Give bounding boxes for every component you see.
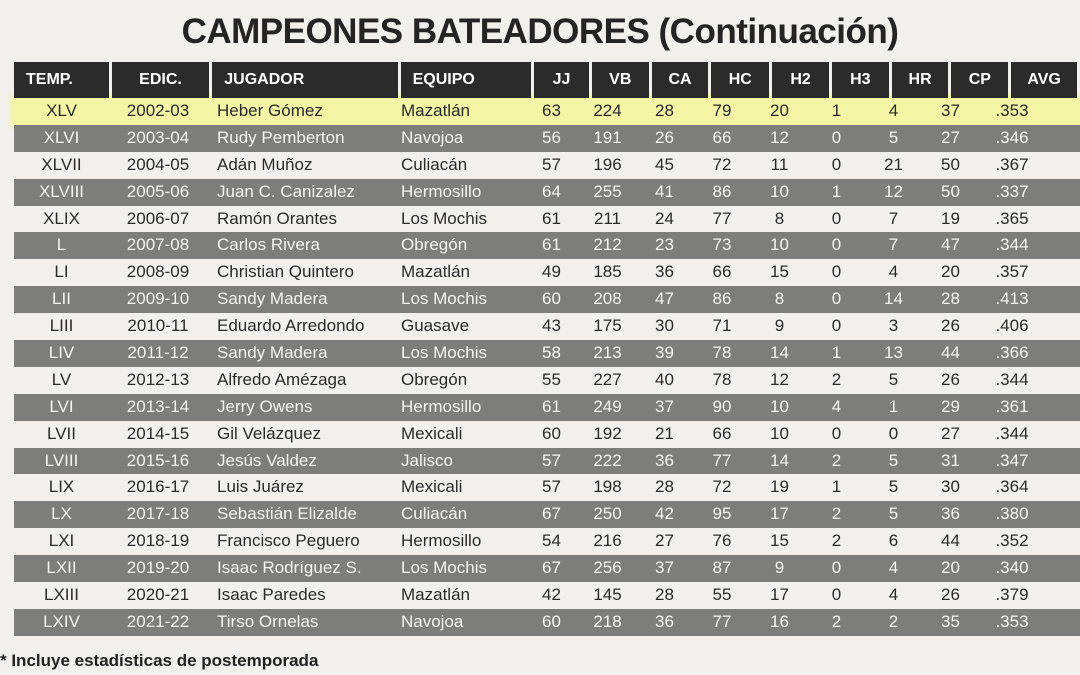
table-cell: LX xyxy=(51,504,72,524)
table-cell: 21 xyxy=(884,154,903,174)
table-cell: LI xyxy=(54,262,69,282)
table-cell: LXIII xyxy=(44,585,79,605)
table-cell: 30 xyxy=(941,477,960,497)
table-cell: 37 xyxy=(655,396,674,416)
table-cell: 27 xyxy=(941,127,960,147)
table-cell: 13 xyxy=(884,343,903,363)
table-row xyxy=(14,582,1080,609)
table-cell: 27 xyxy=(941,423,960,443)
table-cell: Jerry Owens xyxy=(217,396,313,416)
table-cell: 67 xyxy=(542,504,561,524)
table-cell: 42 xyxy=(542,585,561,605)
table-cell: Hermosillo xyxy=(401,181,482,201)
table-cell: 1 xyxy=(831,343,842,363)
table-cell: 2 xyxy=(831,450,842,470)
table-cell: Hermosillo xyxy=(401,396,482,416)
table-cell: 86 xyxy=(712,181,732,201)
table-cell: Juan C. Canizalez xyxy=(217,181,355,201)
table-cell: 5 xyxy=(888,477,899,497)
table-cell: LVI xyxy=(49,396,74,416)
table-cell: Los Mochis xyxy=(401,558,487,578)
table-cell: Gil Velázquez xyxy=(217,423,321,443)
table-cell: 4 xyxy=(888,558,899,578)
table-cell: LIII xyxy=(49,316,74,336)
table-cell: 4 xyxy=(888,262,899,282)
table-header xyxy=(14,62,1080,98)
table-cell: 10 xyxy=(770,423,789,443)
table-cell: 61 xyxy=(542,235,561,255)
table-cell: .352 xyxy=(995,531,1029,551)
table-cell: 211 xyxy=(593,208,622,228)
table-cell: 5 xyxy=(888,127,899,147)
table-cell: 0 xyxy=(831,262,842,282)
table-cell: 227 xyxy=(593,369,622,389)
table-cell: 175 xyxy=(593,316,622,336)
table-cell: Navojoa xyxy=(401,127,464,147)
table-cell: 60 xyxy=(542,423,561,443)
table-cell: 2021-22 xyxy=(126,611,190,631)
table-cell: 0 xyxy=(831,154,842,174)
table-cell: 45 xyxy=(655,154,674,174)
table-row xyxy=(14,394,1080,421)
table-cell: 26 xyxy=(941,585,960,605)
table-row xyxy=(14,448,1080,475)
column-header: TEMP. xyxy=(14,62,109,98)
table-cell: Luis Juárez xyxy=(217,477,304,497)
table-cell: 26 xyxy=(655,127,674,147)
table-cell: Ramón Orantes xyxy=(217,208,337,228)
table-cell: 3 xyxy=(888,316,899,336)
table-cell: 43 xyxy=(542,316,561,336)
table-cell: 55 xyxy=(712,585,732,605)
column-header: VB xyxy=(592,62,649,98)
table-cell: Christian Quintero xyxy=(217,262,355,282)
table-cell: 2012-13 xyxy=(126,369,190,389)
table-cell: 73 xyxy=(712,235,732,255)
table-cell: 0 xyxy=(831,235,842,255)
table-cell: 218 xyxy=(593,611,622,631)
table-cell: 90 xyxy=(712,396,732,416)
table-cell: 0 xyxy=(888,423,899,443)
column-header: CP xyxy=(951,62,1008,98)
table-cell: 61 xyxy=(542,396,561,416)
table-cell: 26 xyxy=(941,316,960,336)
table-cell: Sandy Madera xyxy=(217,343,328,363)
table-cell: .353 xyxy=(995,101,1029,120)
table-cell: Culiacán xyxy=(401,154,468,174)
table-row xyxy=(14,286,1080,313)
column-header: H2 xyxy=(772,62,829,98)
table-cell: 5 xyxy=(888,504,899,524)
table-cell: 12 xyxy=(770,127,789,147)
table-cell: 40 xyxy=(655,369,674,389)
table-cell: LXIV xyxy=(43,611,80,631)
table-cell: LXI xyxy=(48,531,75,551)
table-cell: 198 xyxy=(593,477,622,497)
table-cell: XLVI xyxy=(43,127,80,147)
table-cell: 2 xyxy=(831,504,842,524)
table-cell: 249 xyxy=(593,396,622,416)
table-cell: .337 xyxy=(995,181,1029,201)
table-cell: 86 xyxy=(712,289,732,309)
table-row xyxy=(14,474,1080,501)
table-cell: 77 xyxy=(712,611,732,631)
table-cell: 44 xyxy=(941,343,960,363)
table-cell: 60 xyxy=(542,289,561,309)
table-cell: 192 xyxy=(593,423,622,443)
table-cell: .367 xyxy=(995,154,1029,174)
table-cell: 19 xyxy=(770,477,789,497)
table-cell: LIV xyxy=(48,343,75,363)
table-cell: 2015-16 xyxy=(126,450,190,470)
table-cell: 36 xyxy=(655,611,674,631)
table-cell: Sebastián Elizalde xyxy=(217,504,357,524)
table-cell: 50 xyxy=(941,154,960,174)
table-cell: 47 xyxy=(655,289,674,309)
table-cell: Los Mochis xyxy=(401,343,487,363)
table-cell: 2018-19 xyxy=(126,531,190,551)
table-cell: 255 xyxy=(593,181,622,201)
table-cell: 4 xyxy=(831,396,842,416)
table-cell: 11 xyxy=(770,154,789,174)
table-row xyxy=(14,206,1080,233)
table-cell: .406 xyxy=(995,316,1029,336)
table-row xyxy=(14,313,1080,340)
batting-champions-table xyxy=(14,62,1080,636)
table-cell: 213 xyxy=(593,343,622,363)
table-cell: 2009-10 xyxy=(126,289,190,309)
table-cell: 56 xyxy=(542,127,561,147)
table-cell: 2016-17 xyxy=(126,477,190,497)
table-cell: 2003-04 xyxy=(126,127,190,147)
table-cell: 10 xyxy=(770,181,789,201)
table-cell: 250 xyxy=(593,504,622,524)
table-cell: 15 xyxy=(770,262,789,282)
table-cell: 7 xyxy=(888,235,899,255)
table-row xyxy=(14,232,1080,259)
table-cell: 66 xyxy=(712,262,732,282)
table-cell: 28 xyxy=(655,101,674,120)
table-cell: Rudy Pemberton xyxy=(217,127,345,147)
table-cell: .347 xyxy=(995,450,1029,470)
table-cell: 57 xyxy=(542,450,561,470)
table-cell: 8 xyxy=(774,289,785,309)
column-header: HR xyxy=(892,62,949,98)
table-row xyxy=(14,125,1080,152)
table-cell: 29 xyxy=(941,396,960,416)
table-cell: .366 xyxy=(995,343,1029,363)
table-cell: 2014-15 xyxy=(126,423,190,443)
table-cell: 28 xyxy=(655,585,674,605)
table-cell: 2004-05 xyxy=(126,154,190,174)
table-cell: 55 xyxy=(542,369,561,389)
table-cell: 2002-03 xyxy=(126,101,190,120)
table-cell: 77 xyxy=(712,450,732,470)
table-cell: 191 xyxy=(593,127,622,147)
column-header: JUGADOR xyxy=(212,62,397,98)
table-cell: 79 xyxy=(712,101,732,120)
table-body xyxy=(14,98,1080,636)
table-cell: 0 xyxy=(831,423,842,443)
table-cell: 16 xyxy=(770,611,789,631)
table-cell: 36 xyxy=(655,450,674,470)
table-cell: 15 xyxy=(770,531,789,551)
table-cell: 0 xyxy=(831,289,842,309)
table-cell: 9 xyxy=(774,558,785,578)
table-cell: .344 xyxy=(995,369,1029,389)
table-cell: Adán Muñoz xyxy=(217,154,313,174)
table-cell: .344 xyxy=(995,235,1029,255)
table-cell: 95 xyxy=(712,504,732,524)
table-cell: LXII xyxy=(46,558,77,578)
table-cell: 1 xyxy=(831,181,842,201)
column-header: EQUIPO xyxy=(401,62,532,98)
table-cell: 17 xyxy=(770,504,789,524)
table-cell: 72 xyxy=(712,477,732,497)
table-cell: 2019-20 xyxy=(126,558,190,578)
table-cell: 87 xyxy=(712,558,732,578)
table-cell: 27 xyxy=(655,531,674,551)
table-cell: 196 xyxy=(593,154,622,174)
table-cell: 2007-08 xyxy=(126,235,190,255)
table-cell: 9 xyxy=(774,316,785,336)
table-cell: Tirso Ornelas xyxy=(217,611,319,631)
table-cell: 185 xyxy=(593,262,622,282)
table-cell: 2 xyxy=(888,611,899,631)
table-cell: Mexicali xyxy=(401,423,463,443)
table-cell: LV xyxy=(51,369,72,389)
table-cell: 54 xyxy=(542,531,561,551)
table-cell: 2 xyxy=(831,531,842,551)
table-row xyxy=(14,259,1080,286)
table-cell: 0 xyxy=(831,558,842,578)
table-cell: Hermosillo xyxy=(401,531,482,551)
table-cell: 222 xyxy=(593,450,622,470)
table-cell: .364 xyxy=(995,477,1029,497)
table-cell: 2013-14 xyxy=(126,396,190,416)
table-cell: 20 xyxy=(941,558,960,578)
table-cell: 67 xyxy=(542,558,561,578)
table-cell: 4 xyxy=(888,101,899,120)
table-cell: .413 xyxy=(995,289,1029,309)
table-cell: 31 xyxy=(941,450,960,470)
table-cell: L xyxy=(56,235,67,255)
table-cell: 57 xyxy=(542,477,561,497)
table-cell: Carlos Rivera xyxy=(217,235,320,255)
table-cell: 12 xyxy=(770,369,789,389)
table-cell: 14 xyxy=(770,343,789,363)
table-cell: .380 xyxy=(995,504,1029,524)
table-cell: 2005-06 xyxy=(126,181,190,201)
table-cell: 14 xyxy=(884,289,903,309)
table-cell: 224 xyxy=(593,101,622,120)
table-cell: 47 xyxy=(941,235,960,255)
table-cell: 39 xyxy=(655,343,674,363)
table-cell: 42 xyxy=(655,504,674,524)
table-cell: Mexicali xyxy=(401,477,463,497)
table-cell: Sandy Madera xyxy=(217,289,328,309)
table-cell: .353 xyxy=(995,611,1029,631)
table-cell: Alfredo Amézaga xyxy=(217,369,347,389)
table-cell: 76 xyxy=(712,531,732,551)
table-cell: 24 xyxy=(655,208,674,228)
table-cell: Mazatlán xyxy=(401,585,470,605)
table-cell: Guasave xyxy=(401,316,470,336)
table-cell: Isaac Rodríguez S. xyxy=(217,558,362,578)
table-cell: 35 xyxy=(941,611,960,631)
table-cell: Francisco Peguero xyxy=(217,531,360,551)
table-cell: 0 xyxy=(831,127,842,147)
table-cell: 63 xyxy=(542,101,561,120)
page-title: CAMPEONES BATEADORES (Continuación) xyxy=(181,12,899,51)
table-cell: 57 xyxy=(542,154,561,174)
table-cell: Jesús Valdez xyxy=(217,450,317,470)
table-cell: 20 xyxy=(770,101,789,120)
table-cell: 77 xyxy=(712,208,732,228)
table-cell: 2 xyxy=(831,611,842,631)
table-row xyxy=(14,501,1080,528)
column-header: EDIC. xyxy=(112,62,210,98)
table-row xyxy=(14,98,1080,125)
table-cell: 6 xyxy=(888,531,899,551)
table-cell: 71 xyxy=(712,316,732,336)
table-cell: Obregón xyxy=(401,369,468,389)
table-cell: 28 xyxy=(655,477,674,497)
table-cell: Culiacán xyxy=(401,504,468,524)
table-cell: 44 xyxy=(941,531,960,551)
table-cell: 2 xyxy=(831,369,842,389)
table-cell: 10 xyxy=(770,396,789,416)
table-cell: 36 xyxy=(941,504,960,524)
table-cell: 5 xyxy=(888,369,899,389)
column-header: H3 xyxy=(832,62,889,98)
table-cell: LVII xyxy=(47,423,76,443)
table-cell: 256 xyxy=(593,558,622,578)
table-cell: Eduardo Arredondo xyxy=(217,316,365,336)
table-cell: 23 xyxy=(655,235,674,255)
column-header: AVG xyxy=(1011,62,1077,98)
table-cell: 2011-12 xyxy=(127,343,189,363)
footnote: * Incluye estadísticas de postemporada xyxy=(0,651,319,670)
table-cell: XLIX xyxy=(43,208,80,228)
table-cell: 1 xyxy=(831,477,842,497)
table-cell: 19 xyxy=(941,208,960,228)
table-cell: LVIII xyxy=(44,450,79,470)
table-cell: 64 xyxy=(542,181,561,201)
table-cell: 5 xyxy=(888,450,899,470)
table-cell: .379 xyxy=(995,585,1029,605)
table-cell: 2020-21 xyxy=(126,585,190,605)
table-cell: 78 xyxy=(712,369,732,389)
table-cell: .357 xyxy=(995,262,1029,282)
table-cell: Isaac Paredes xyxy=(217,585,326,605)
table-row xyxy=(14,152,1080,179)
table-cell: 2010-11 xyxy=(127,316,189,336)
table-cell: 36 xyxy=(655,262,674,282)
table-cell: 66 xyxy=(712,127,732,147)
table-cell: 1 xyxy=(831,101,842,120)
table-row xyxy=(14,609,1080,636)
table-cell: 0 xyxy=(831,316,842,336)
table-cell: XLVII xyxy=(41,154,82,174)
table-cell: 30 xyxy=(655,316,674,336)
table-cell: 26 xyxy=(941,369,960,389)
table-cell: Los Mochis xyxy=(401,289,487,309)
table-cell: 1 xyxy=(888,396,899,416)
table-row xyxy=(14,528,1080,555)
table-cell: 2017-18 xyxy=(126,504,190,524)
table-cell: 20 xyxy=(941,262,960,282)
table-cell: XLVIII xyxy=(38,181,85,201)
table-cell: LII xyxy=(52,289,71,309)
table-cell: 14 xyxy=(770,450,789,470)
table-cell: Jalisco xyxy=(401,450,453,470)
table-cell: .344 xyxy=(995,423,1029,443)
table-cell: 37 xyxy=(941,101,960,120)
table-cell: .346 xyxy=(995,127,1029,147)
table-cell: .340 xyxy=(995,558,1029,578)
table-cell: 21 xyxy=(655,423,674,443)
table-cell: 78 xyxy=(712,343,732,363)
table-cell: XLV xyxy=(46,101,77,120)
table-cell: 50 xyxy=(941,181,960,201)
table-cell: Heber Gómez xyxy=(217,101,323,120)
table-cell: 2008-09 xyxy=(126,262,190,282)
table-cell: 66 xyxy=(712,423,732,443)
table-row xyxy=(14,179,1080,206)
column-header: JJ xyxy=(534,62,589,98)
table-cell: 0 xyxy=(831,585,842,605)
table-cell: 72 xyxy=(712,154,732,174)
table-cell: Los Mochis xyxy=(401,208,487,228)
table-cell: 7 xyxy=(888,208,899,228)
table-cell: Mazatlán xyxy=(401,101,470,120)
table-cell: .361 xyxy=(995,396,1029,416)
table-cell: 212 xyxy=(593,235,622,255)
table-cell: 216 xyxy=(593,531,622,551)
table-cell: 2006-07 xyxy=(126,208,190,228)
table-cell: 58 xyxy=(542,343,561,363)
column-header: HC xyxy=(711,62,769,98)
table-cell: 49 xyxy=(542,262,561,282)
table-row xyxy=(14,421,1080,448)
table-cell: 17 xyxy=(770,585,789,605)
table-cell: 8 xyxy=(774,208,785,228)
column-header: CA xyxy=(652,62,709,98)
table-cell: 61 xyxy=(542,208,561,228)
table-cell: 10 xyxy=(770,235,789,255)
table-cell: Navojoa xyxy=(401,611,464,631)
table-cell: 145 xyxy=(593,585,622,605)
table-cell: 60 xyxy=(542,611,561,631)
table-cell: Obregón xyxy=(401,235,468,255)
table-row xyxy=(14,340,1080,367)
table-cell: 208 xyxy=(593,289,622,309)
table-cell: Mazatlán xyxy=(401,262,470,282)
table-cell: 12 xyxy=(884,181,903,201)
table-cell: 28 xyxy=(941,289,960,309)
table-cell: .365 xyxy=(995,208,1029,228)
table-cell: 4 xyxy=(888,585,899,605)
table-cell: 37 xyxy=(655,558,674,578)
table-row xyxy=(14,367,1080,394)
table-row xyxy=(14,555,1080,582)
table-cell: 0 xyxy=(831,208,842,228)
table-cell: 41 xyxy=(655,181,674,201)
table-cell: LIX xyxy=(48,477,75,497)
